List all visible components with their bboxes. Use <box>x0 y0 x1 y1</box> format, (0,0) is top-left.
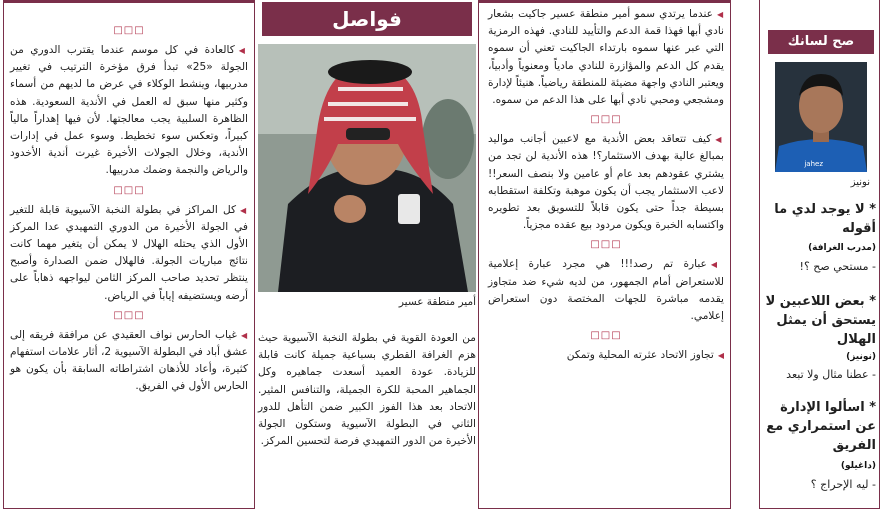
separator: □□□ <box>113 309 145 321</box>
left-column <box>10 22 248 400</box>
sidebar-speaker: (مدرب الغرافة) <box>808 243 876 253</box>
sidebar-speaker: (نونيز) <box>846 352 876 362</box>
svg-text:jahez: jahez <box>804 160 823 168</box>
sidebar-reply: - مستحي صح ؟! <box>799 260 876 273</box>
bullet-icon: ◀ <box>238 46 248 55</box>
paragraph: ◀كيف تتعاقد بعض الأندية مع لاعبين أجانب مواليد بمبالغ عالية بهدف الاستثمار؟! هذه الأندية لن تجد من يشتري عقودهم بعد عام أو عامين ولا بنصف السعر!! لاعب الاستثمار يجب أن يكون موهبة وتكلفة استقطابه بسيطة جداً حتى يكون قابلاً للتسويق بعد تطويره واكتسابه الخبرة ويكون مردود بيع عقده مجزياً. <box>488 133 724 232</box>
sidebar-speaker: (داغيلو) <box>840 461 876 471</box>
player-illustration <box>775 62 867 172</box>
separator: □□□ <box>113 184 145 196</box>
sidebar-reply: - عطنا مثال ولا تبعد <box>786 368 876 381</box>
paragraph: من العودة القوية في بطولة النخبة الآسيوية حيث هزم الغرافة القطري بسباعية جميلة كانت قابلة للزيادة. عودة العميد أسعدت جماهيره وكل الجماهير المحبة للكرة الجميلة، والتنافس المثير. الاتحاد بعد هذا الفوز الكبير ضمن التأهل للدور الثاني في البطولة الآسيوية وستكون الجولة الأخيرة من الدور التمهيدي فرصة لتحسين المركز. <box>258 332 476 448</box>
column-title: فواصل <box>262 2 472 36</box>
paragraph: ◀كل المراكز في بطولة النخبة الآسيوية قابلة للتغير في الجولة الأخيرة من الدوري التمهيدي عدا المركز الأول الذي يحتله الهلال لا يمكن أن يتغير مهما كانت نتائج مباريات الجولة. فالهلال ضمن الصدارة وأصبح ينتظر تحديد صاحب المركز الثامن ليواجهه ذهاباً على أرضه ويستضيفه إياباً في الرياض. <box>10 203 249 302</box>
photo-caption: أمير منطقة عسير <box>398 296 476 308</box>
bullet-icon: ◀ <box>716 10 724 19</box>
bullet-icon: ◀ <box>240 330 248 340</box>
bullet-icon: ◀ <box>240 205 249 215</box>
middle-column <box>258 330 476 454</box>
separator: □□□ <box>113 25 145 36</box>
sidebar-quote: * لا يوجد لدي ما أقوله <box>774 202 876 236</box>
separator: □□□ <box>590 239 622 251</box>
separator: □□□ <box>590 330 622 342</box>
sidebar-title: صح لسانك <box>768 30 874 54</box>
article-photo <box>258 44 476 292</box>
sidebar-quote: * اسألوا الإدارة عن استمراري مع الفريق <box>766 400 876 453</box>
paragraph: ◀تجاوز الاتحاد عثرته المحلية وتمكن <box>566 349 724 362</box>
paragraph: ◀غياب الحارس نواف العقيدي عن مرافقة فريقه إلى عشق أباد في البطولة الآسيوية 2، أثار علامات استفهام كثيرة، وأعاد للأذهان اشتراطاته السابقة بأن يكون هو الحارس الأول في الفريق. <box>10 328 248 393</box>
bullet-icon: ◀ <box>715 135 724 145</box>
bullet-icon: ◀ <box>710 260 724 270</box>
player-photo-caption: نونيز <box>850 177 870 188</box>
bullet-icon: ◀ <box>717 351 724 361</box>
paragraph: ◀عبارة تم رصد!!! هي مجرد عبارة إعلامية للاستعراض أمام الجمهور، من لديه شيء ضد متجاوز يقدمه مباشرة للجهات المختصة دون استعراض إعلامي. <box>488 258 724 323</box>
player-photo <box>775 62 867 172</box>
right-column <box>488 6 724 368</box>
paragraph: ◀كالعادة في كل موسم عندما يقترب الدوري من الجولة «25» تبدأ فرق مؤخرة الترتيب في تغيير مدربيها، وينشط الوكلاء في عرض ما لديهم من أسماء وكثير منها سبق له العمل في الأندية السعودية. هذه الظاهرة السلبية يجب معالجتها. لأن فيها إهداراً مالياً كبيراً، وتعكس سوء تخطيط. وسوء عمل في إدارات الأندية، وخلال الجولات الأخيرة غيرت أندية الأخدود والرياض والنجمة وضمك مدربيها. <box>10 44 248 177</box>
sidebar-reply: - ليه الإحراج ؟ <box>810 478 876 491</box>
paragraph: ◀عندما يرتدي سمو أمير منطقة عسير جاكيت بشعار نادي أبها فهذا قمة الدعم والتأييد للنادي. فهذه الرمزية التي عبر عنها سموه بارتداء الجاكيت تعني أن سموه يقدم كل الدعم والمؤازرة للنادي مادياً ومعنوياً وأدبياً، ويعتبر النادي واجهة مضيئة للمنطقة رياضياً. هنيئاً لإدارة ومشجعي ومحبي نادي أبها على هذا الدعم من سموه. <box>488 8 724 107</box>
prince-photo-illustration <box>258 44 476 292</box>
separator: □□□ <box>590 114 622 126</box>
sidebar-quote: * بعض اللاعبين لا يستحق أن يمثل الهلال <box>765 294 876 347</box>
